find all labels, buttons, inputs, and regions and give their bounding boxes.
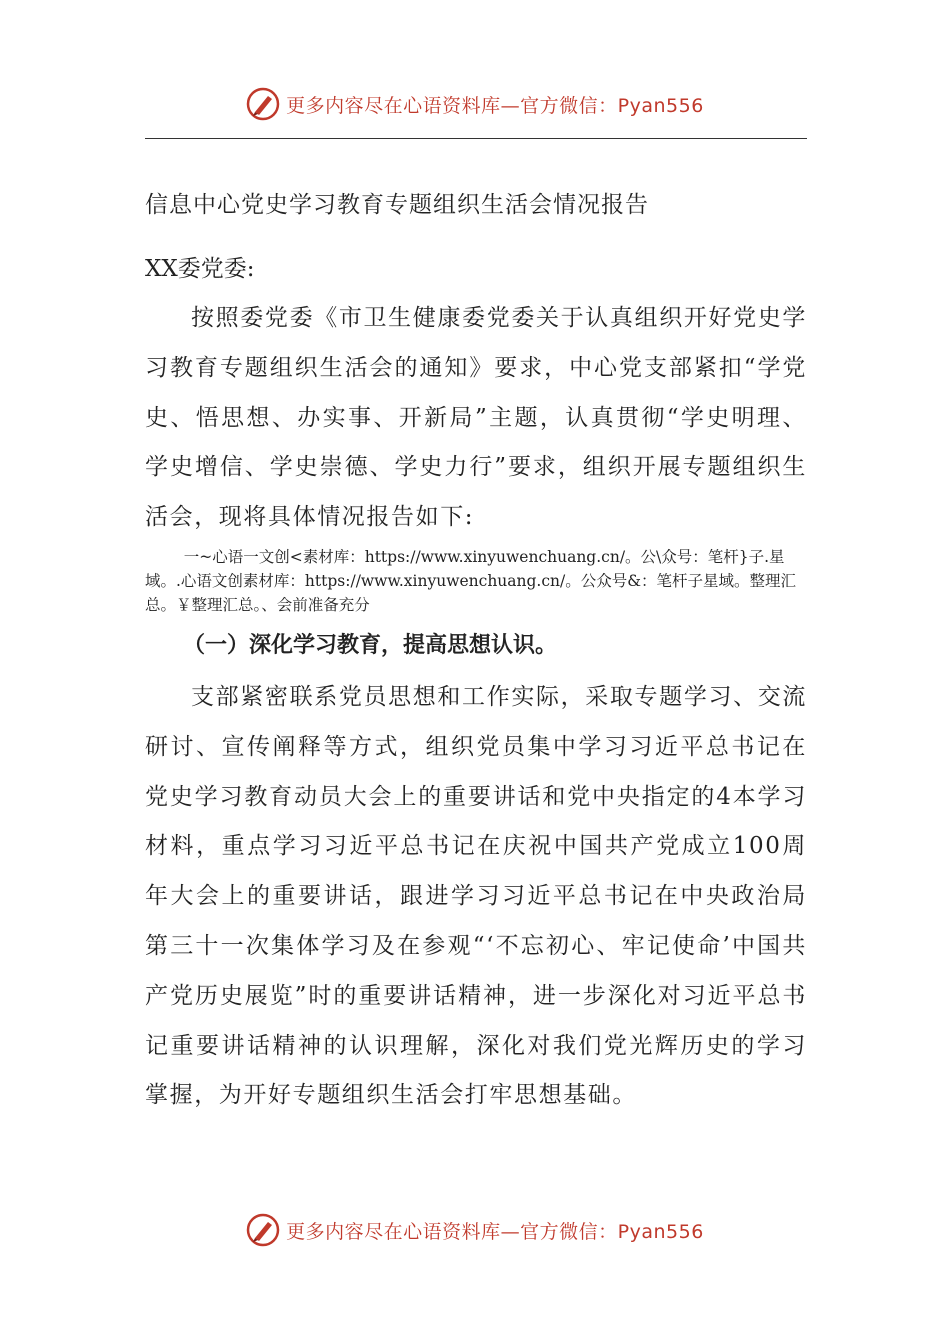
document-title: 信息中心党史学习教育专题组织生活会情况报告 — [145, 192, 649, 218]
footer-banner — [0, 1210, 950, 1250]
header-banner — [0, 84, 950, 124]
section-heading: （一）深化学习教育，提高思想认识。 — [183, 632, 558, 658]
document-body — [145, 180, 807, 1121]
pen-logo-icon — [246, 87, 280, 121]
watermark-noise-text: 一~心语一文创<素材库：https://www.xinyuwenchuang.cn/。公\众号：笔杆}子.星域。.心语文创素材库：https://www.xinyuwenchuang.cn/。公众号&：笔杆子星域。整理汇总。￥整理汇总。、会前准备充分 — [145, 547, 797, 614]
header-divider — [145, 138, 807, 139]
section-paragraph: 支部紧密联系党员思想和工作实际，采取专题学习、交流研讨、宣传阐释等方式，组织党员集中学习习近平总书记在党史学习教育动员大会上的重要讲话和党中央指定的4本学习材料，重点学习习近平总书记在庆祝中国共产党成立100周年大会上的重要讲话，跟进学习习近平总书记在中央政治局第三十一次集体学习及在参观“‘不忘初心、牢记使命’中国共产党历史展览”时的重要讲话精神，进一步深化对习近平总书记重要讲话精神的认识理解，深化对我们党光辉历史的学习掌握，为开好专题组织生活会打牢思想基础。 — [145, 683, 807, 1109]
header-wechat-id: Pyan556 — [617, 94, 704, 117]
salutation: XX委党委: — [145, 256, 255, 282]
pen-logo-icon — [246, 1213, 280, 1247]
intro-paragraph: 按照委党委《市卫生健康委党委关于认真组织开好党史学习教育专题组织生活会的通知》要求，中心党支部紧扣“学党史、悟思想、办实事、开新局”主题，认真贯彻“学史明理、学史增信、学史崇德、学史力行”要求，组织开展专题组织生活会，现将具体情况报告如下: — [145, 305, 807, 531]
footer-banner-text: 更多内容尽在心语资料库—官方微信：Pyan556 — [286, 1220, 704, 1243]
header-banner-text: 更多内容尽在心语资料库—官方微信：Pyan556 — [286, 94, 704, 117]
footer-wechat-id: Pyan556 — [617, 1220, 704, 1243]
